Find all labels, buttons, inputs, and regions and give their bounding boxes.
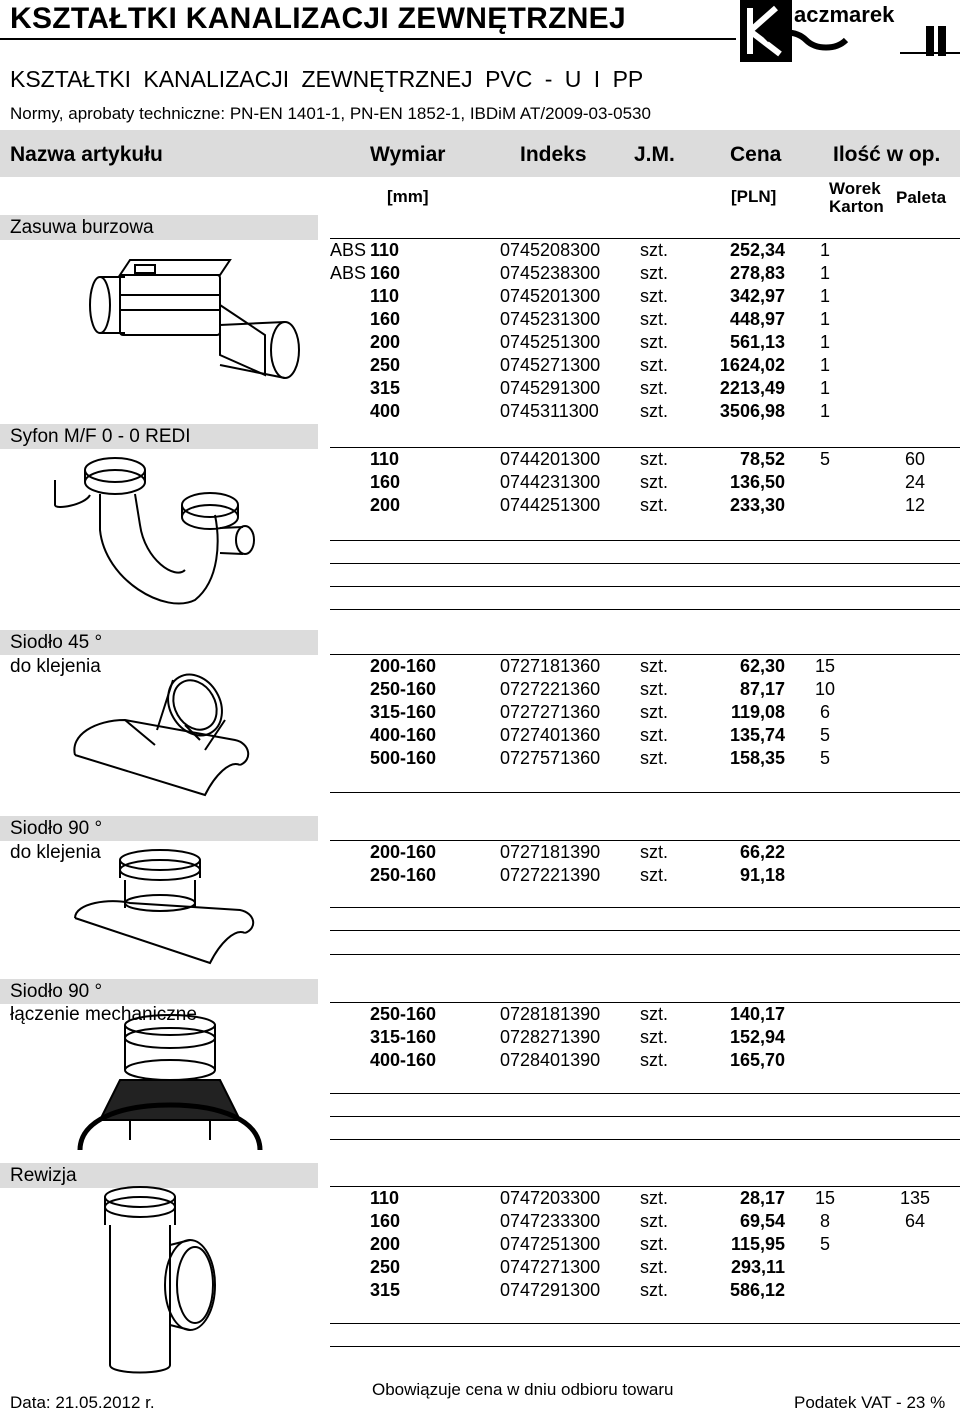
row-qty-pallet: 135 <box>899 1188 931 1208</box>
row-index: 0747203300 <box>500 1188 601 1208</box>
row-dimension: 110 <box>370 286 400 306</box>
row-dimension: 250 <box>370 355 401 375</box>
row-dimension: 200-160 <box>370 656 437 676</box>
row-price: 561,13 <box>729 332 785 352</box>
row-qty-box: 5 <box>819 1234 830 1254</box>
row-unit: szt. <box>640 748 669 768</box>
col-jm: J.M. <box>634 143 675 166</box>
row-unit: szt. <box>640 286 669 306</box>
row-qty-box: 15 <box>814 656 836 676</box>
row-dimension: 110 <box>370 449 400 469</box>
row-dimension: 200-160 <box>370 842 437 862</box>
row-qty-box: 1 <box>819 263 830 283</box>
row-qty-pallet: 64 <box>904 1211 926 1231</box>
row-dimension: 160 <box>370 263 401 283</box>
row-unit: szt. <box>640 263 669 283</box>
row-rule <box>330 930 960 931</box>
row-price: 78,52 <box>739 449 785 469</box>
row-dimension: 160 <box>370 309 401 329</box>
col-price: Cena <box>730 143 782 166</box>
row-unit: szt. <box>640 1280 669 1300</box>
row-qty-box: 5 <box>819 725 830 745</box>
row-price: 1624,02 <box>719 355 785 375</box>
col-worek: Worek <box>829 179 881 198</box>
row-qty-box: 10 <box>814 679 836 699</box>
row-price: 3506,98 <box>719 401 785 421</box>
row-qty-box: 8 <box>819 1211 830 1231</box>
saddle-90-mechanical-drawing <box>70 1010 270 1155</box>
row-unit: szt. <box>640 842 669 862</box>
row-dimension: 200 <box>370 332 401 352</box>
row-dimension: 315 <box>370 1280 401 1300</box>
row-unit: szt. <box>640 679 669 699</box>
row-index: 0744231300 <box>500 472 601 492</box>
saddle-45-drawing <box>65 665 255 800</box>
section-title: Siodło 90 ° <box>10 981 103 1002</box>
row-index: 0745311300 <box>500 401 599 421</box>
row-unit: szt. <box>640 702 669 722</box>
row-index: 0745238300 <box>500 263 601 283</box>
row-price: 91,18 <box>739 865 785 885</box>
col-paleta: Paleta <box>896 188 947 207</box>
section-title: Rewizja <box>10 1165 77 1186</box>
row-rule <box>330 447 960 448</box>
row-price: 62,30 <box>739 656 785 676</box>
row-unit: szt. <box>640 1188 669 1208</box>
row-index: 0728181390 <box>500 1004 601 1024</box>
company-logo <box>736 0 960 62</box>
row-price: 586,12 <box>729 1280 785 1300</box>
row-index: 0747271300 <box>500 1257 601 1277</box>
row-dimension: 315-160 <box>370 1027 437 1047</box>
row-dimension: 250-160 <box>370 1004 437 1024</box>
section-title: Syfon M/F 0 - 0 REDI <box>10 426 191 447</box>
row-price: 158,35 <box>729 748 785 768</box>
row-qty-box: 5 <box>819 449 830 469</box>
row-price: 135,74 <box>729 725 785 745</box>
row-dimension: 160 <box>370 1211 401 1231</box>
row-qty-box: 1 <box>819 286 830 306</box>
row-price: 66,22 <box>739 842 785 862</box>
col-qty: Ilość w op. <box>833 143 941 166</box>
norms-text: Normy, aprobaty techniczne: PN-EN 1401-1, PN-EN 1852-1, IBDiM AT/2009-03-0530 <box>10 104 651 123</box>
title-underline <box>0 38 736 40</box>
row-dimension: 250 <box>370 1257 401 1277</box>
row-qty-box: 5 <box>819 748 830 768</box>
row-unit: szt. <box>640 656 669 676</box>
row-index: 0727271360 <box>500 702 601 722</box>
row-dimension: 200 <box>370 1234 401 1254</box>
row-unit: szt. <box>640 1027 669 1047</box>
row-dimension: 110 <box>370 240 400 260</box>
row-dimension: 500-160 <box>370 748 437 768</box>
row-qty-pallet: 24 <box>904 472 926 492</box>
row-unit: szt. <box>640 1050 669 1070</box>
row-qty-box: 6 <box>819 702 830 722</box>
row-dimension: 315 <box>370 378 401 398</box>
section-title: Siodło 45 ° <box>10 632 103 653</box>
row-unit: szt. <box>640 1004 669 1024</box>
row-rule <box>330 1323 960 1324</box>
row-price: 252,34 <box>729 240 785 260</box>
row-price: 293,11 <box>730 1257 785 1277</box>
page-subtitle: KSZTAŁTKI KANALIZACJI ZEWNĘTRZNEJ PVC - U I PP <box>10 66 644 92</box>
storm-valve-drawing <box>80 255 310 385</box>
section-subtitle: łączenie mechaniczne <box>10 1004 197 1025</box>
section-subtitle: do klejenia <box>10 842 101 863</box>
row-rule <box>330 1002 960 1003</box>
col-index: Indeks <box>520 143 587 166</box>
row-price: 115,95 <box>730 1234 785 1254</box>
row-dimension: 315-160 <box>370 702 437 722</box>
row-index: 0728271390 <box>500 1027 601 1047</box>
row-rule <box>330 792 960 793</box>
row-rule <box>330 1116 960 1117</box>
row-price: 140,17 <box>729 1004 785 1024</box>
row-index: 0744201300 <box>500 449 601 469</box>
inspection-pipe-drawing <box>95 1185 225 1375</box>
row-rule <box>330 540 960 541</box>
saddle-90-drawing <box>70 848 260 968</box>
row-rule <box>330 654 960 655</box>
row-dimension: 400-160 <box>370 725 437 745</box>
row-price: 152,94 <box>729 1027 785 1047</box>
row-rule <box>330 1186 960 1187</box>
col-karton: Karton <box>829 197 884 216</box>
row-unit: szt. <box>640 309 669 329</box>
row-rule <box>330 238 960 239</box>
row-index: 0745201300 <box>500 286 601 306</box>
row-index: 0727571360 <box>500 748 601 768</box>
row-rule <box>330 1093 960 1094</box>
row-qty-pallet: 60 <box>904 449 926 469</box>
row-index: 0727221360 <box>500 679 601 699</box>
col-dim-unit: [mm] <box>387 187 429 206</box>
row-unit: szt. <box>640 332 669 352</box>
footer-notice: Obowiązuje cena w dniu odbioru towaru <box>372 1380 674 1399</box>
logo-text: aczmarek <box>794 2 895 27</box>
row-index: 0745208300 <box>500 240 601 260</box>
col-price-unit: [PLN] <box>731 187 777 206</box>
footer-vat: Podatek VAT - 23 % <box>794 1393 946 1412</box>
row-unit: szt. <box>640 1211 669 1231</box>
row-unit: szt. <box>640 355 669 375</box>
row-unit: szt. <box>640 240 669 260</box>
row-qty-box: 1 <box>819 355 830 375</box>
siphon-drawing <box>45 450 255 615</box>
footer-date: Data: 21.05.2012 r. <box>10 1393 155 1412</box>
row-dimension: 160 <box>370 472 401 492</box>
row-dimension: 200 <box>370 495 401 515</box>
row-index: 0747233300 <box>500 1211 601 1231</box>
row-qty-box: 1 <box>819 332 830 352</box>
row-index: 0745271300 <box>500 355 601 375</box>
row-index: 0745251300 <box>500 332 601 352</box>
row-index: 0727401360 <box>500 725 601 745</box>
row-price: 278,83 <box>729 263 785 283</box>
row-price: 342,97 <box>729 286 785 306</box>
row-price: 136,50 <box>729 472 785 492</box>
section-title: Zasuwa burzowa <box>10 217 154 238</box>
row-unit: szt. <box>640 725 669 745</box>
row-index: 0744251300 <box>500 495 601 515</box>
col-dim: Wymiar <box>370 143 446 166</box>
row-dimension: 400 <box>370 401 401 421</box>
row-prefix: ABS <box>330 240 367 260</box>
row-price: 87,17 <box>739 679 785 699</box>
row-index: 0727181390 <box>500 842 601 862</box>
row-price: 119,08 <box>730 702 785 722</box>
row-price: 165,70 <box>729 1050 785 1070</box>
section-subtitle: do klejenia <box>10 656 101 677</box>
row-index: 0745231300 <box>500 309 601 329</box>
table-row <box>0 401 960 424</box>
row-price: 69,54 <box>739 1211 785 1231</box>
row-qty-pallet: 12 <box>904 495 926 515</box>
row-unit: szt. <box>640 865 669 885</box>
row-unit: szt. <box>640 449 669 469</box>
row-price: 448,97 <box>729 309 785 329</box>
row-unit: szt. <box>640 1234 669 1254</box>
row-rule <box>330 840 960 841</box>
row-qty-box: 1 <box>819 309 830 329</box>
row-qty-box: 1 <box>819 401 830 421</box>
row-unit: szt. <box>640 472 669 492</box>
row-index: 0727181360 <box>500 656 601 676</box>
row-rule <box>330 1346 960 1347</box>
row-price: 233,30 <box>729 495 785 515</box>
row-price: 28,17 <box>739 1188 785 1208</box>
row-unit: szt. <box>640 378 669 398</box>
row-unit: szt. <box>640 401 669 421</box>
section-title: Siodło 90 ° <box>10 818 103 839</box>
row-rule <box>330 586 960 587</box>
row-dimension: 250-160 <box>370 865 437 885</box>
col-name: Nazwa artykułu <box>10 143 163 166</box>
row-prefix: ABS <box>330 263 367 283</box>
row-index: 0728401390 <box>500 1050 601 1070</box>
row-index: 0745291300 <box>500 378 601 398</box>
row-qty-box: 1 <box>819 240 830 260</box>
row-qty-box: 1 <box>819 378 830 398</box>
row-rule <box>330 1139 960 1140</box>
row-rule <box>330 907 960 908</box>
row-index: 0747251300 <box>500 1234 601 1254</box>
row-unit: szt. <box>640 1257 669 1277</box>
row-rule <box>330 563 960 564</box>
row-dimension: 250-160 <box>370 679 437 699</box>
row-rule <box>330 954 960 955</box>
row-price: 2213,49 <box>719 378 785 398</box>
row-rule <box>330 609 960 610</box>
page-title: KSZTAŁTKI KANALIZACJI ZEWNĘTRZNEJ <box>10 2 626 35</box>
row-dimension: 400-160 <box>370 1050 437 1070</box>
row-qty-box: 15 <box>814 1188 836 1208</box>
row-index: 0747291300 <box>500 1280 601 1300</box>
row-index: 0727221390 <box>500 865 601 885</box>
row-dimension: 110 <box>370 1188 400 1208</box>
row-unit: szt. <box>640 495 669 515</box>
